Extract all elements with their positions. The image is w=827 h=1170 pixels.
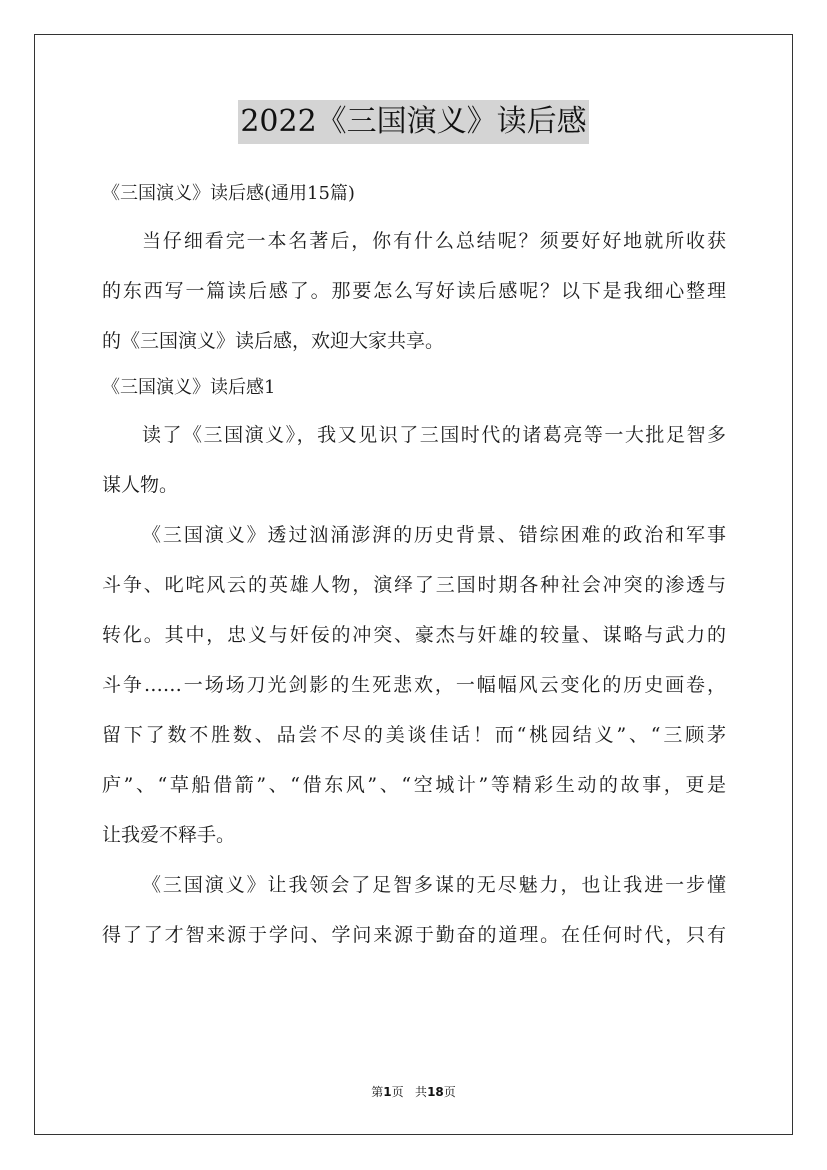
title-container <box>0 100 827 144</box>
paragraph-line: 转化。其中，忠义与奸佞的冲突、豪杰与奸雄的较量、谋略与武力的 <box>102 624 726 646</box>
section-heading: 《三国演义》读后感1 <box>102 377 276 398</box>
intro-line: 的《三国演义》读后感，欢迎大家共享。 <box>102 330 445 352</box>
document-subtitle: 《三国演义》读后感(通用15篇) <box>102 183 355 204</box>
paragraph-line: 谋人物。 <box>102 474 179 496</box>
paragraph-line: 留下了数不胜数、品尝不尽的美谈佳话！而“桃园结义”、“三顾茅 <box>102 724 726 746</box>
page-footer <box>0 1083 827 1100</box>
paragraph-line: 斗争……一场场刀光剑影的生死悲欢，一幅幅风云变化的历史画卷， <box>102 674 726 696</box>
intro-line: 的东西写一篇读后感了。那要怎么写好读后感呢？以下是我细心整理 <box>102 280 726 302</box>
paragraph-line: 让我爱不释手。 <box>102 824 236 846</box>
document-title: 2022《三国演义》读后感 <box>238 100 588 144</box>
paragraph-line: 斗争、叱咤风云的英雄人物，演绎了三国时期各种社会冲突的渗透与 <box>102 574 726 596</box>
page-suffix: 页 <box>391 1085 404 1099</box>
intro-line: 当仔细看完一本名著后，你有什么总结呢？须要好好地就所收获 <box>142 230 726 252</box>
paragraph-line: 读了《三国演义》，我又见识了三国时代的诸葛亮等一大批足智多 <box>142 424 726 446</box>
page-number: 1 <box>383 1085 392 1099</box>
paragraph-line: 庐”、“草船借箭”、“借东风”、“空城计”等精彩生动的故事，更是 <box>102 774 726 796</box>
paragraph-line: 《三国演义》让我领会了足智多谋的无尽魅力，也让我进一步懂 <box>142 874 726 896</box>
total-prefix: 共 <box>415 1085 428 1099</box>
paragraph-line: 《三国演义》透过汹涌澎湃的历史背景、错综困难的政治和军事 <box>142 524 726 546</box>
document-body <box>102 172 726 960</box>
total-suffix: 页 <box>443 1085 456 1099</box>
page-prefix: 第 <box>371 1085 384 1099</box>
paragraph-line: 得了了才智来源于学问、学问来源于勤奋的道理。在任何时代，只有 <box>102 924 726 946</box>
total-pages: 18 <box>427 1085 444 1099</box>
